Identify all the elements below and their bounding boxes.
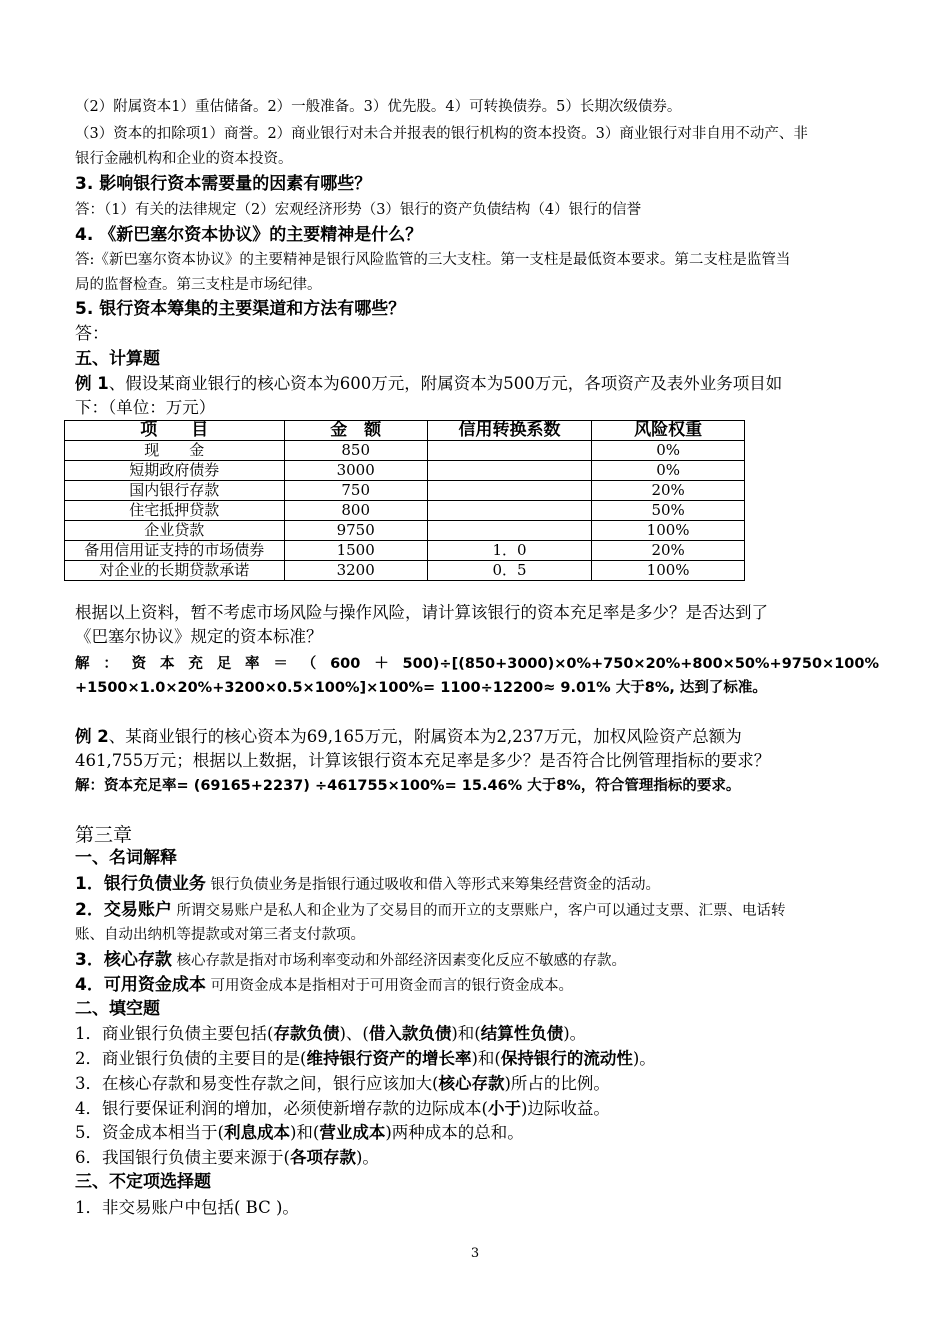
fill-text: )和(: [471, 1049, 501, 1068]
section-heading: 二、填空题: [75, 999, 160, 1019]
table-cell: 20%: [592, 541, 745, 561]
fill-text: )所占的比例。: [504, 1074, 610, 1093]
table-cell: 1500: [284, 541, 427, 561]
table-cell: 0%: [592, 441, 745, 461]
table-header: 风险权重: [592, 421, 745, 441]
paragraph-line: （2）附属资本1）重估储备。2）一般准备。3）优先股。4）可转换债券。5）长期次级债券。: [75, 99, 682, 115]
fill-blank-item: [75, 1122, 524, 1144]
fill-text: )。: [563, 1024, 587, 1043]
table-cell: 1．0: [427, 541, 591, 561]
table-cell: 3200: [284, 561, 427, 581]
table-row: [65, 461, 745, 481]
table-cell: 企业贷款: [65, 521, 285, 541]
fill-answer: 营业成本: [319, 1123, 386, 1142]
fill-text: 4．银行要保证利润的增加，必须使新增存款的边际成本(: [75, 1099, 488, 1118]
fill-text: )和(: [451, 1024, 481, 1043]
page-number: 3: [470, 1246, 480, 1261]
question-5-title: 5. 银行资本筹集的主要渠道和方法有哪些？: [75, 299, 406, 319]
paragraph-line: 银行金融机构和企业的资本投资。: [75, 151, 293, 167]
term-definition: 所谓交易账户是私人和企业为了交易目的而开立的支票账户，客户可以通过支票、汇票、电话转: [171, 903, 786, 919]
example-2-label: 例 2: [75, 727, 109, 746]
table-cell: 3000: [284, 461, 427, 481]
choice-question: 1．非交易账户中包括( BC )。: [75, 1198, 299, 1217]
example-2-solution: 解：资本充足率= (69165+2237) ÷461755×100%= 15.46% 大于8%，符合管理指标的要求。: [75, 778, 741, 794]
fill-text: )。: [355, 1148, 379, 1167]
table-cell: 750: [284, 481, 427, 501]
example-2-line: 461,755万元；根据以上数据，计算该银行资本充足率是多少？是否符合比例管理指标的要求？: [75, 751, 771, 770]
term: 1．银行负债业务: [75, 874, 206, 894]
table-row: [65, 561, 745, 581]
table-cell: [427, 461, 591, 481]
table-cell: 20%: [592, 481, 745, 501]
fill-answer: 各项存款: [289, 1148, 356, 1167]
example-1-solution: +1500×1.0×20%+3200×0.5×100%]×100%= 1100÷12200≈ 9.01% 大于8%, 达到了标准。: [75, 680, 767, 696]
fill-text: 5．资金成本相当于(: [75, 1123, 224, 1142]
table-cell: 备用信用证支持的市场债券: [65, 541, 285, 561]
fill-blank-item: [75, 1073, 610, 1095]
table-cell: 850: [284, 441, 427, 461]
fill-answer: 核心存款: [438, 1074, 505, 1093]
fill-text: )边际收益。: [520, 1099, 610, 1118]
fill-answer: 小于: [487, 1099, 521, 1118]
question-4-title: 4. 《新巴塞尔资本协议》的主要精神是什么？: [75, 225, 423, 245]
term-line: [75, 874, 660, 895]
example-1-label: 例 1: [75, 374, 109, 393]
table-cell: 50%: [592, 501, 745, 521]
fill-answer: 维持银行资产的增长率: [306, 1049, 472, 1068]
question-4-answer: 局的监督检查。第三支柱是市场纪律。: [75, 277, 322, 293]
term-definition: 银行负债业务是指银行通过吸收和借入等形式来筹集经营资金的活动。: [205, 877, 660, 893]
table-header: 项 目: [65, 421, 285, 441]
fill-blank-item: [75, 1147, 379, 1169]
table-cell: 9750: [284, 521, 427, 541]
risk-weight-table: [64, 420, 745, 581]
table-cell: 住宅抵押贷款: [65, 501, 285, 521]
table-row: [65, 481, 745, 501]
fill-text: )两种成本的总和。: [385, 1123, 524, 1142]
question-3-answer: 答：（1）有关的法律规定（2）宏观经济形势（3）银行的资产负债结构（4）银行的信誉: [75, 202, 642, 218]
fill-text: )、(: [339, 1024, 369, 1043]
example-2-line: [75, 726, 742, 748]
table-cell: [427, 441, 591, 461]
fill-text: )和(: [289, 1123, 320, 1142]
table-cell: 对企业的长期贷款承诺: [65, 561, 285, 581]
section-heading: 一、名词解释: [75, 848, 177, 868]
fill-blank-item: [75, 1023, 586, 1045]
table-cell: 100%: [592, 561, 745, 581]
example-1-text: 、假设某商业银行的核心资本为600万元，附属资本为500万元，各项资产及表外业务项目如: [108, 374, 783, 393]
table-cell: 800: [284, 501, 427, 521]
term-definition: 账、自动出纳机等提款或对第三者支付款项。: [75, 927, 365, 943]
table-cell: 0%: [592, 461, 745, 481]
fill-text: 1．商业银行负债主要包括(: [75, 1024, 274, 1043]
fill-answer: 借入款负债: [368, 1024, 452, 1043]
term-line: [75, 900, 785, 921]
term-definition: 可用资金成本是指相对于可用资金而言的银行资金成本。: [205, 978, 573, 994]
table-cell: [427, 521, 591, 541]
fill-answer: 保持银行的流动性: [500, 1049, 633, 1068]
table-cell: 100%: [592, 521, 745, 541]
fill-answer: 存款负债: [273, 1024, 340, 1043]
term-definition: 核心存款是指对市场利率变动和外部经济因素变化反应不敏感的存款。: [171, 953, 626, 969]
section-heading-calc: 五、计算题: [75, 349, 160, 369]
fill-text: 6．我国银行负债主要来源于(: [75, 1148, 290, 1167]
table-cell: 国内银行存款: [65, 481, 285, 501]
paragraph-line: （3）资本的扣除项1）商誉。2）商业银行对未合并报表的银行机构的资本投资。3）商业银行对非自用不动产、非: [75, 126, 808, 142]
table-cell: [427, 481, 591, 501]
example-1-question: 《巴塞尔协议》规定的资本标准？: [75, 627, 323, 646]
table-row: [65, 521, 745, 541]
table-cell: 现 金: [65, 441, 285, 461]
example-1-line: 下：（单位：万元）: [75, 398, 216, 417]
term-line: [75, 975, 573, 996]
table-header: 信用转换系数: [427, 421, 591, 441]
question-5-answer: 答：: [75, 324, 109, 344]
fill-answer: 结算性负债: [480, 1024, 564, 1043]
table-row: [65, 441, 745, 461]
table-cell: 0．5: [427, 561, 591, 581]
term: 2．交易账户: [75, 900, 172, 920]
table-header-row: [65, 421, 745, 441]
example-1-question: 根据以上资料，暂不考虑市场风险与操作风险，请计算该银行的资本充足率是多少？是否达到了: [75, 603, 768, 622]
term: 4．可用资金成本: [75, 975, 206, 995]
table-header: 金 额: [284, 421, 427, 441]
fill-text: 3．在核心存款和易变性存款之间，银行应该加大(: [75, 1074, 439, 1093]
example-2-text: 、某商业银行的核心资本为69,165万元，附属资本为2,237万元，加权风险资产总额为: [108, 727, 742, 746]
fill-answer: 利息成本: [223, 1123, 290, 1142]
term-line: [75, 950, 626, 971]
fill-text: )。: [632, 1049, 656, 1068]
table-row: [65, 501, 745, 521]
fill-text: 2．商业银行负债的主要目的是(: [75, 1049, 307, 1068]
fill-blank-item: [75, 1098, 610, 1120]
question-3-title: 3. 影响银行资本需要量的因素有哪些？: [75, 174, 372, 194]
term: 3．核心存款: [75, 950, 172, 970]
table-cell: [427, 501, 591, 521]
fill-blank-item: [75, 1048, 656, 1070]
example-1-line: [75, 373, 782, 395]
table-cell: 短期政府债券: [65, 461, 285, 481]
table-row: [65, 541, 745, 561]
section-heading: 三、不定项选择题: [75, 1172, 211, 1192]
question-4-answer: 答:《新巴塞尔资本协议》的主要精神是银行风险监管的三大支柱。第一支柱是最低资本要求。第二支柱是监管当: [75, 252, 791, 268]
example-1-solution: 解：资本充足率＝（600＋500)÷[(850+3000)×0%+750×20%+800×50%+9750×100%: [75, 656, 879, 672]
chapter-title: 第三章: [75, 824, 133, 846]
